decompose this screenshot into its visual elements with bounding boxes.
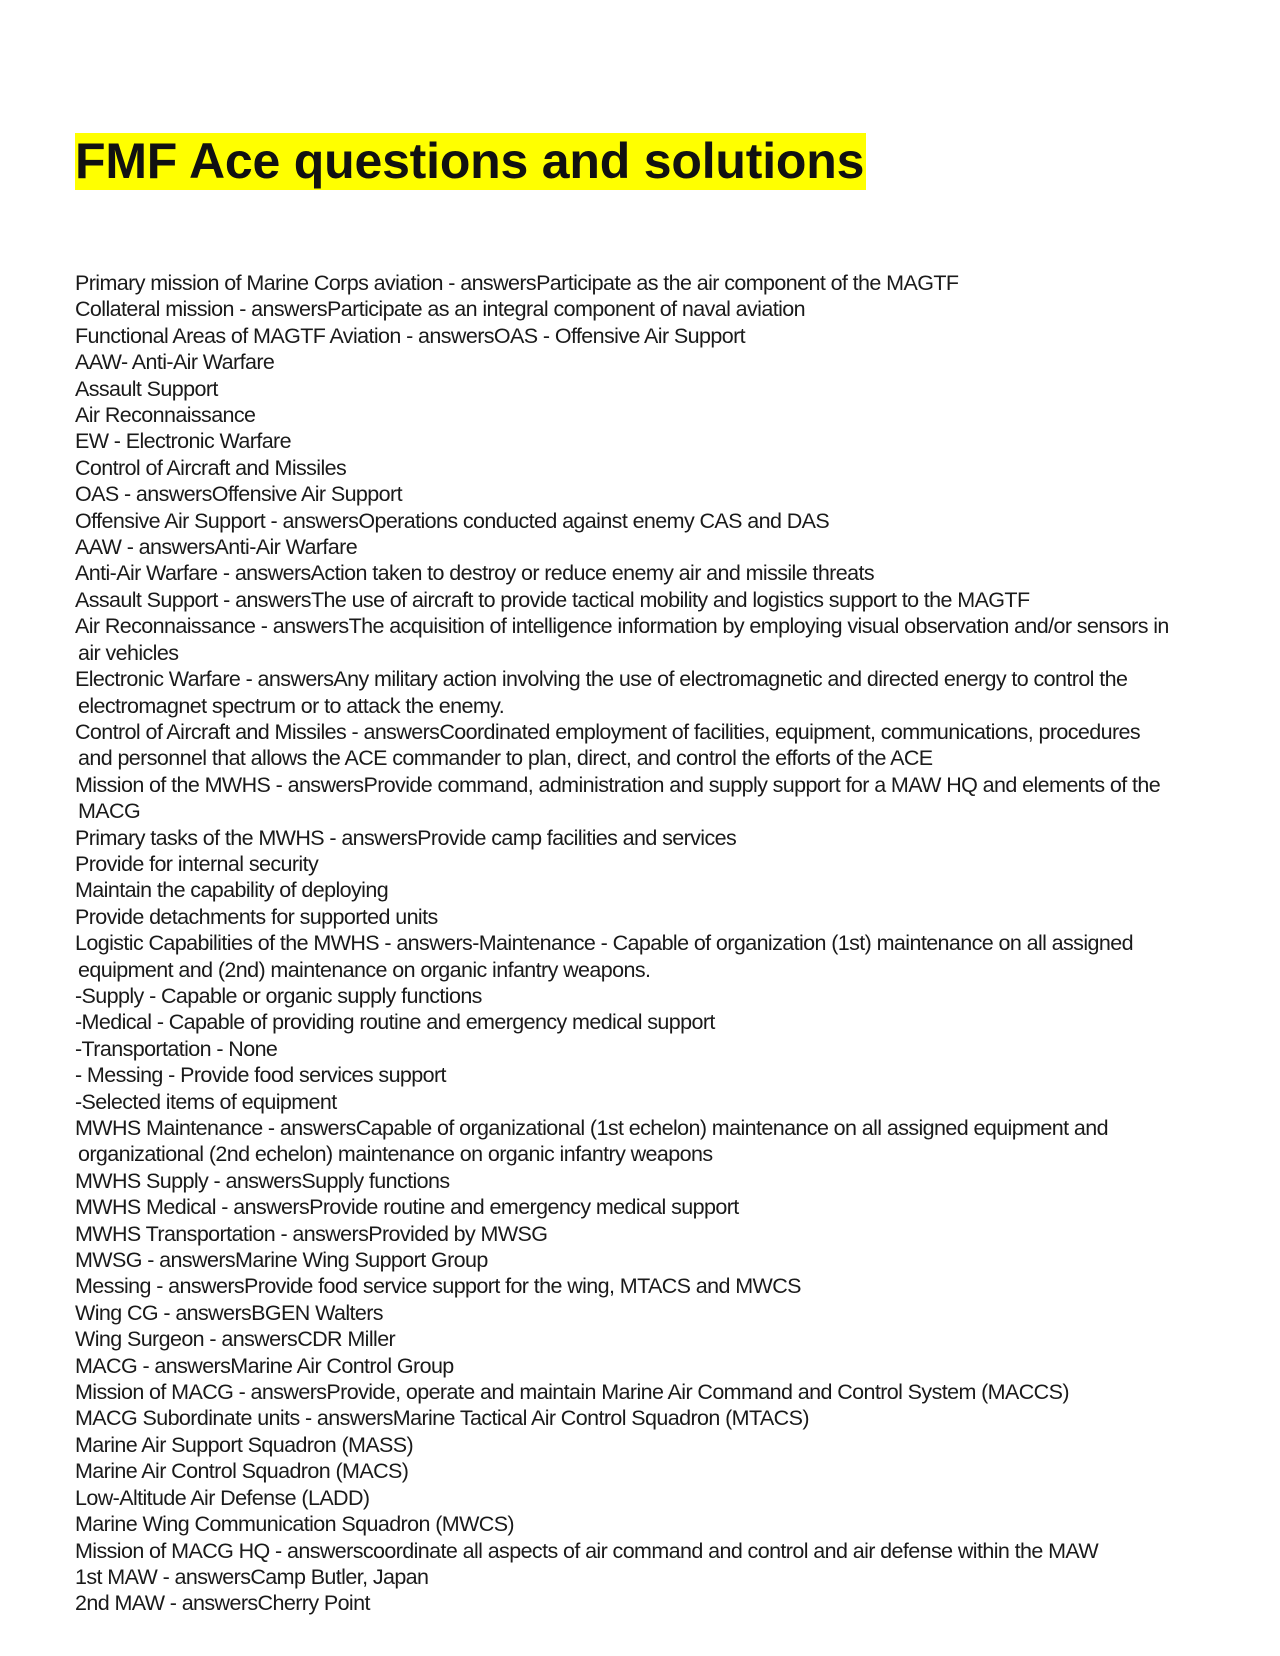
- text-line: Air Reconnaissance - answersThe acquisition of intelligence information by employing visual observation and/or sensors in: [75, 614, 1169, 639]
- document-body: [75, 270, 1275, 1617]
- text-line: AAW - answersAnti-Air Warfare: [75, 535, 358, 560]
- text-line: Control of Aircraft and Missiles: [75, 455, 347, 480]
- text-line: Primary mission of Marine Corps aviation - answersParticipate as the air component of the MAGTF: [75, 271, 959, 295]
- text-line: Mission of MACG - answersProvide, operate and maintain Marine Air Command and Control System (MACCS): [75, 1380, 1069, 1405]
- title-block: [75, 133, 866, 190]
- text-line: Air Reconnaissance: [75, 403, 256, 428]
- text-line: -Medical - Capable of providing routine and emergency medical support: [75, 1010, 715, 1035]
- text-line: MWSG - answersMarine Wing Support Group: [75, 1248, 488, 1273]
- text-line-continuation: equipment and (2nd) maintenance on organic infantry weapons.: [78, 957, 651, 982]
- text-line: Messing - answersProvide food service support for the wing, MTACS and MWCS: [75, 1274, 801, 1299]
- text-line: Anti-Air Warfare - answersAction taken to destroy or reduce enemy air and missile threats: [75, 561, 874, 586]
- text-line: MWHS Transportation - answersProvided by MWSG: [75, 1221, 548, 1246]
- text-line: 1st MAW - answersCamp Butler, Japan: [75, 1564, 429, 1589]
- text-line: -Selected items of equipment: [75, 1089, 337, 1114]
- text-line-continuation: MACG: [78, 799, 141, 824]
- text-line: Maintain the capability of deploying: [75, 878, 389, 903]
- text-line: Logistic Capabilities of the MWHS - answers-Maintenance - Capable of organization (1st) maintenance on all assigned: [75, 931, 1133, 956]
- text-line: MACG - answersMarine Air Control Group: [75, 1353, 454, 1378]
- text-line-continuation: electromagnet spectrum or to attack the enemy.: [78, 693, 505, 718]
- text-line: Wing Surgeon - answersCDR Miller: [75, 1327, 396, 1352]
- text-line: Low-Altitude Air Defense (LADD): [75, 1485, 370, 1510]
- text-line: Control of Aircraft and Missiles - answersCoordinated employment of facilities, equipment, communications, procedures: [75, 719, 1141, 744]
- text-line: -Transportation - None: [75, 1036, 278, 1061]
- text-line: MWHS Supply - answersSupply functions: [75, 1168, 450, 1193]
- text-line: Primary tasks of the MWHS - answersProvide camp facilities and services: [75, 825, 737, 850]
- text-line: Marine Air Control Squadron (MACS): [75, 1459, 409, 1484]
- text-line: MACG Subordinate units - answersMarine Tactical Air Control Squadron (MTACS): [75, 1406, 809, 1431]
- text-line: -Supply - Capable or organic supply functions: [75, 983, 482, 1008]
- text-line: EW - Electronic Warfare: [75, 429, 291, 454]
- text-line: Marine Air Support Squadron (MASS): [75, 1432, 414, 1457]
- text-line: Marine Wing Communication Squadron (MWCS): [75, 1512, 514, 1537]
- text-line: Collateral mission - answersParticipate as an integral component of naval aviation: [75, 297, 805, 322]
- text-line: Mission of MACG HQ - answerscoordinate all aspects of air command and control and air defense within the MAW: [75, 1538, 1099, 1563]
- text-line: AAW- Anti-Air Warfare: [75, 350, 275, 375]
- text-line: 2nd MAW - answersCherry Point: [75, 1591, 370, 1616]
- text-line: Provide for internal security: [75, 851, 319, 876]
- text-line: - Messing - Provide food services support: [75, 1063, 446, 1088]
- text-line: Assault Support - answersThe use of aircraft to provide tactical mobility and logistics support to the MAGTF: [75, 587, 1030, 612]
- text-line: Offensive Air Support - answersOperations conducted against enemy CAS and DAS: [75, 508, 830, 533]
- text-line-continuation: and personnel that allows the ACE commander to plan, direct, and control the efforts of the ACE: [78, 746, 933, 771]
- text-line: OAS - answersOffensive Air Support: [75, 482, 402, 507]
- text-line: Mission of the MWHS - answersProvide command, administration and supply support for a MAW HQ and elements of the: [75, 772, 1161, 797]
- text-line-continuation: air vehicles: [78, 640, 179, 665]
- document-title: FMF Ace questions and solutions: [75, 133, 865, 189]
- text-line: MWHS Maintenance - answersCapable of organizational (1st echelon) maintenance on all assigned equipment and: [75, 1116, 1108, 1140]
- text-line: MWHS Medical - answersProvide routine and emergency medical support: [75, 1195, 739, 1220]
- text-line: Wing CG - answersBGEN Walters: [75, 1300, 383, 1325]
- text-line-continuation: organizational (2nd echelon) maintenance on organic infantry weapons: [78, 1142, 713, 1167]
- text-line: Functional Areas of MAGTF Aviation - answersOAS - Offensive Air Support: [75, 323, 745, 348]
- text-line: Provide detachments for supported units: [75, 904, 438, 929]
- text-line: Electronic Warfare - answersAny military action involving the use of electromagnetic and directed energy to control the: [75, 667, 1128, 692]
- text-line: Assault Support: [75, 376, 218, 401]
